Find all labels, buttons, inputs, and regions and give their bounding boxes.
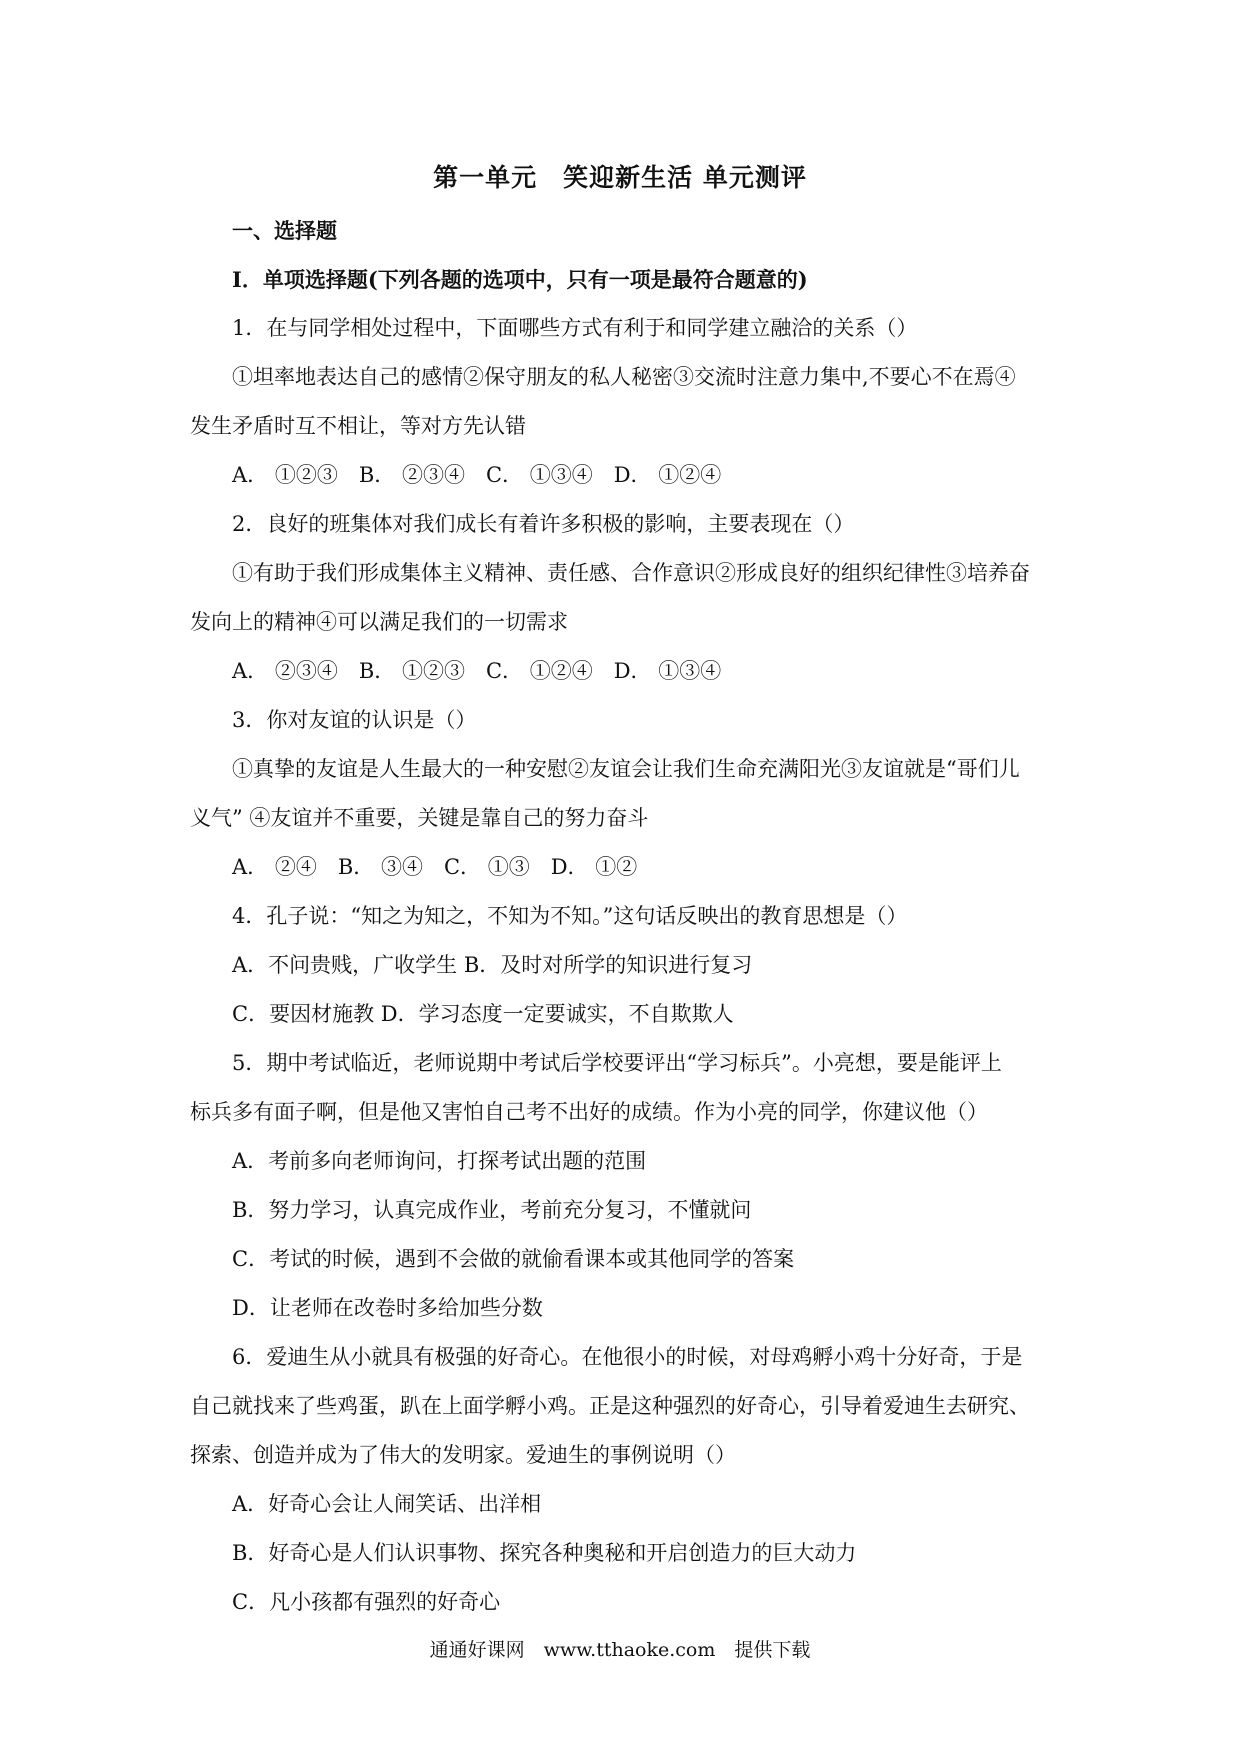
q5-stem-line1: 5．期中考试临近，老师说期中考试后学校要评出“学习标兵”。小亮想，要是能评上 (232, 1051, 1002, 1075)
q1-stem: 1．在与同学相处过程中，下面哪些方式有利于和同学建立融洽的关系（） (232, 316, 918, 340)
q4-stem: 4．孔子说：“知之为知之，不知为不知。”这句话反映出的教育思想是（） (232, 904, 908, 928)
q3-statements-line2: 义气” ④友谊并不重要，关键是靠自己的努力奋斗 (190, 806, 649, 830)
q3-stem: 3．你对友谊的认识是（） (232, 708, 477, 732)
page-footer: 通通好课网 www.tthaoke.com 提供下载 (429, 1639, 811, 1661)
q5-stem-line2: 标兵多有面子啊，但是他又害怕自己考不出好的成绩。作为小亮的同学，你建议他（） (190, 1100, 988, 1124)
q6-stem-line3: 探索、创造并成为了伟大的发明家。爱迪生的事例说明（） (190, 1443, 736, 1467)
q2-stem: 2．良好的班集体对我们成长有着许多积极的影响，主要表现在（） (232, 512, 855, 536)
q1-statements-line1: ①坦率地表达自己的感情②保守朋友的私人秘密③交流时注意力集中,不要心不在焉④ (232, 365, 1016, 389)
section-heading: 一、选择题 (232, 218, 337, 243)
q5-option-c: C．考试的时候，遇到不会做的就偷看课本或其他同学的答案 (232, 1247, 795, 1271)
q5-option-b: B．努力学习，认真完成作业，考前充分复习，不懂就问 (232, 1198, 752, 1222)
page-title: 第一单元 笑迎新生活 单元测评 (433, 163, 807, 192)
q6-option-a: A．好奇心会让人闹笑话、出洋相 (232, 1492, 542, 1516)
q2-options: A． ②③④ B． ①②③ C． ①②④ D． ①③④ (232, 659, 722, 683)
q5-option-a: A．考前多向老师询问，打探考试出题的范围 (232, 1149, 647, 1173)
q2-statements-line2: 发向上的精神④可以满足我们的一切需求 (190, 610, 568, 634)
subsection-heading: Ⅰ．单项选择题(下列各题的选项中，只有一项是最符合题意的) (232, 267, 808, 292)
q4-options-line2: C．要因材施教 D．学习态度一定要诚实，不自欺欺人 (232, 1002, 734, 1026)
q3-options: A． ②④ B． ③④ C． ①③ D． ①② (232, 855, 638, 879)
q2-statements-line1: ①有助于我们形成集体主义精神、责任感、合作意识②形成良好的组织纪律性③培养奋 (232, 561, 1030, 585)
document-body (190, 206, 1080, 1627)
q6-option-b: B．好奇心是人们认识事物、探究各种奥秘和开启创造力的巨大动力 (232, 1541, 857, 1565)
q3-statements-line1: ①真挚的友谊是人生最大的一种安慰②友谊会让我们生命充满阳光③友谊就是“哥们儿 (232, 757, 1020, 781)
q4-options-line1: A．不问贵贱，广收学生 B．及时对所学的知识进行复习 (232, 953, 753, 977)
q6-stem-line1: 6．爱迪生从小就具有极强的好奇心。在他很小的时候，对母鸡孵小鸡十分好奇，于是 (232, 1345, 1023, 1369)
q1-statements-line2: 发生矛盾时互不相让，等对方先认错 (190, 414, 526, 438)
q1-options: A． ①②③ B． ②③④ C． ①③④ D． ①②④ (232, 463, 722, 487)
q6-option-c: C．凡小孩都有强烈的好奇心 (232, 1590, 501, 1614)
q6-stem-line2: 自己就找来了些鸡蛋，趴在上面学孵小鸡。正是这种强烈的好奇心，引导着爱迪生去研究、 (190, 1394, 1030, 1418)
q5-option-d: D．让老师在改卷时多给加些分数 (232, 1296, 543, 1320)
